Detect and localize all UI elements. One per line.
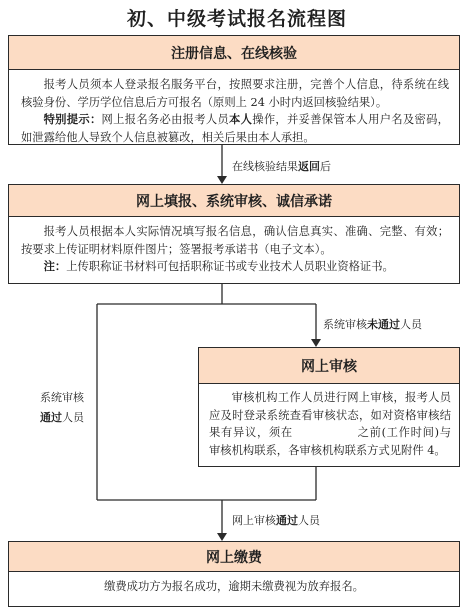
step-online-payment-body <box>9 572 459 602</box>
branch-left-label-b: 人员 <box>62 411 84 424</box>
step-online-review-header: 网上审核 <box>199 348 459 384</box>
step-register-verify-text: 报考人员须本人登录报名服务平台，按照要求注册，完善个人信息，待系统在线核验身份、学历学位信息后方可报名（原则上 24 小时内返回核验结果）。 <box>21 78 449 109</box>
branch-right-label-b: 人员 <box>400 318 422 331</box>
special-notice-label: 特别提示： <box>43 112 102 127</box>
arrow1-label-b: 后 <box>320 160 331 173</box>
branch-left-label-line1: 系统审核 <box>40 391 84 404</box>
arrow2-label-bold: 通过 <box>276 514 298 527</box>
step-online-payment-text: 缴费成功方为报名成功，逾期未缴费视为放弃报名。 <box>104 580 364 593</box>
step-fill-review-pledge-header: 网上填报、系统审核、诚信承诺 <box>9 185 459 217</box>
branch-left-label <box>34 388 90 428</box>
arrow1-label-a: 在线核验结果 <box>232 160 298 173</box>
step-fill-review-pledge-text: 报考人员根据本人实际情况填写报名信息，确认信息真实、准确、完整、有效；按要求上传证明材料原件图片；签署报考承诺书（电子文本）。 <box>21 225 449 256</box>
step-online-payment-header: 网上缴费 <box>9 542 459 572</box>
step-online-review-body <box>199 384 459 463</box>
step2-note-text: 上传职称证书材料可包括职称证书或专业技术人员职业资格证书。 <box>66 260 394 274</box>
branch-left-label-line2 <box>34 408 90 428</box>
arrow1-label-bold: 返回 <box>298 160 320 173</box>
branch-right-label-a: 系统审核 <box>323 318 367 331</box>
special-notice-bold: 本人 <box>229 112 253 127</box>
step-online-review-text-a: 审核机构工作人员进行网上审核，报考人员应及时登录系统查看审核状态，如对资格审核结果有异议，须在 <box>209 391 451 440</box>
step-online-review-text-b: 之前(工作时间)与审核机构联系，各审核机构联系方式见附件 4。 <box>209 426 451 457</box>
branch-right-label <box>323 318 422 332</box>
step-online-review <box>198 347 460 467</box>
special-notice-text-b: 操作，并妥善保管本人用户名及密码，如泄露给他人导致个人信息被篡改，相关后果由本人承担。 <box>21 113 449 144</box>
branch-left-label-bold: 通过 <box>40 411 62 424</box>
step-register-verify-header: 注册信息、在线核验 <box>9 36 459 70</box>
step-online-payment <box>8 541 460 607</box>
page-title: 初、中级考试报名流程图 <box>126 8 347 30</box>
step2-note-label: 注： <box>43 259 67 274</box>
step-online-review-text <box>209 389 451 459</box>
special-notice-text-a: 网上报名务必由报考人员 <box>101 113 230 127</box>
arrow2-label-a: 网上审核 <box>232 514 276 527</box>
branch-right-label-bold: 未通过 <box>367 318 400 331</box>
arrow2-label <box>232 514 320 528</box>
arrow2-label-b: 人员 <box>298 514 320 527</box>
